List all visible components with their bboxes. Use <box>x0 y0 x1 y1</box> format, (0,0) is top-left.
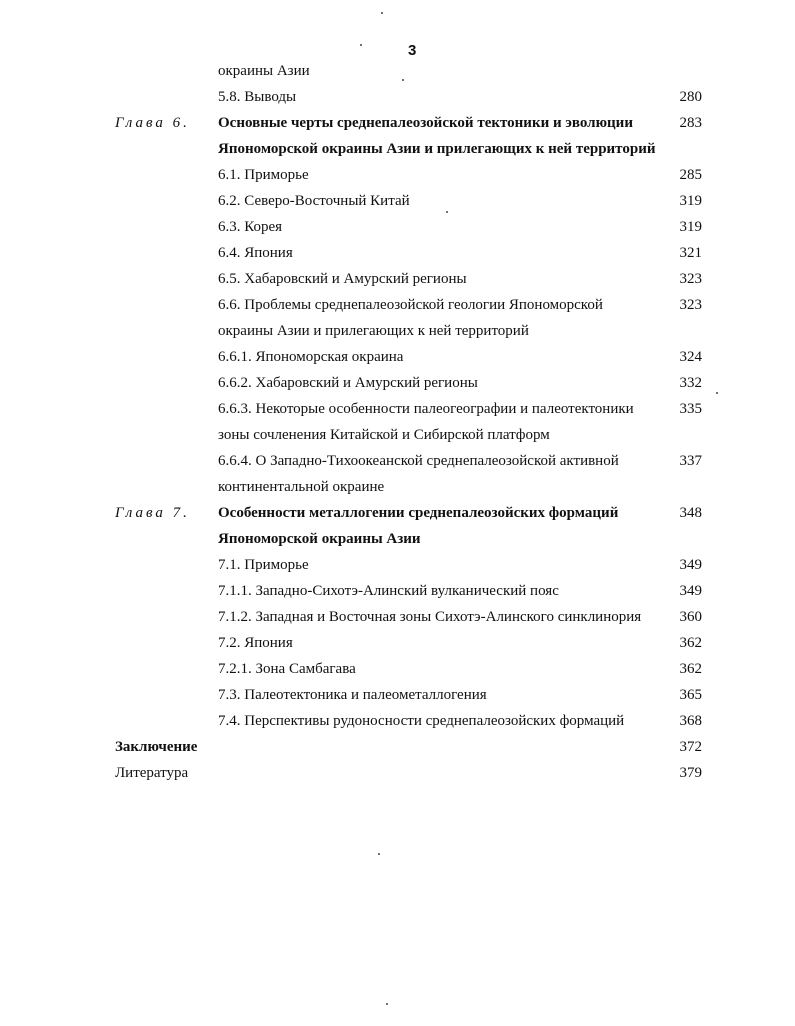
toc-row <box>0 427 795 453</box>
toc-entry-text: 6.6. Проблемы среднепалеозойской геологии Япономорской <box>218 297 603 313</box>
toc-page-number: 368 <box>679 713 702 729</box>
toc-row <box>0 63 795 89</box>
page-number: 3 <box>408 42 417 59</box>
scan-speck <box>378 853 380 855</box>
toc-page-number: 362 <box>679 635 702 651</box>
toc-row <box>0 713 795 739</box>
toc-row <box>0 323 795 349</box>
toc-page-number: 319 <box>679 193 702 209</box>
toc-row <box>0 765 795 791</box>
toc-row <box>0 297 795 323</box>
toc-entry-text: 6.1. Приморье <box>218 167 309 183</box>
scan-speck <box>446 211 448 213</box>
toc-page-number: 335 <box>679 401 702 417</box>
toc-page-number: 332 <box>679 375 702 391</box>
toc-entry-text: окраины Азии и прилегающих к ней территорий <box>218 323 529 339</box>
toc-page-number: 379 <box>679 765 702 781</box>
toc-page-number: 349 <box>679 557 702 573</box>
chapter-label: Глава 7. <box>115 505 190 521</box>
toc-entry-text: 7.2.1. Зона Самбагава <box>218 661 356 677</box>
chapter-title: Япономорской окраины Азии и прилегающих к ней территорий <box>218 141 656 157</box>
scan-speck <box>402 79 404 81</box>
scan-speck <box>716 392 718 394</box>
toc-entry-text: 6.5. Хабаровский и Амурский регионы <box>218 271 467 287</box>
toc-row <box>0 739 795 765</box>
toc-page-number: 362 <box>679 661 702 677</box>
toc-page-number: 321 <box>679 245 702 261</box>
toc-row <box>0 375 795 401</box>
toc-row <box>0 661 795 687</box>
toc-page-number: 323 <box>679 271 702 287</box>
section-label: Литература <box>115 765 189 781</box>
toc-entry-text: 7.2. Япония <box>218 635 293 651</box>
chapter-title: Основные черты среднепалеозойской тектоники и эволюции <box>218 115 633 131</box>
toc-entry-text: 6.3. Корея <box>218 219 283 235</box>
toc-entry-text: окраины Азии <box>218 63 310 79</box>
toc-entry-text: 6.6.3. Некоторые особенности палеогеографии и палеотектоники <box>218 401 634 417</box>
toc-row <box>0 219 795 245</box>
toc-page-number: 365 <box>679 687 702 703</box>
toc-row <box>0 479 795 505</box>
toc-row <box>0 609 795 635</box>
toc-page-number: 337 <box>679 453 702 469</box>
toc-page-number: 280 <box>679 89 702 105</box>
toc-row <box>0 271 795 297</box>
scan-speck <box>381 12 383 14</box>
toc-entry-text: 6.4. Япония <box>218 245 293 261</box>
toc-entry-text: 5.8. Выводы <box>218 89 297 105</box>
toc-page-number: 323 <box>679 297 702 313</box>
scan-speck <box>360 44 362 46</box>
toc-entry-text: зоны сочленения Китайской и Сибирской платформ <box>218 427 550 443</box>
toc-entry-text: 6.6.1. Япономорская окраина <box>218 349 404 365</box>
toc-row <box>0 115 795 141</box>
toc-entry-text: 6.6.4. О Западно-Тихоокеанской среднепалеозойской активной <box>218 453 619 469</box>
toc-entry-text: 7.1. Приморье <box>218 557 309 573</box>
toc-row <box>0 505 795 531</box>
toc-row <box>0 89 795 115</box>
toc-row <box>0 557 795 583</box>
toc-entry-text: 6.2. Северо-Восточный Китай <box>218 193 410 209</box>
chapter-title: Особенности металлогении среднепалеозойских формаций <box>218 505 619 521</box>
toc-page-number: 372 <box>679 739 702 755</box>
toc-row <box>0 141 795 167</box>
toc-page-number: 349 <box>679 583 702 599</box>
toc-entry-text: 6.6.2. Хабаровский и Амурский регионы <box>218 375 478 391</box>
toc-entry-text: 7.3. Палеотектоника и палеометаллогения <box>218 687 487 703</box>
toc-row <box>0 401 795 427</box>
toc-row <box>0 453 795 479</box>
toc-entry-text: континентальной окраине <box>218 479 385 495</box>
toc-entry-text: 7.1.2. Западная и Восточная зоны Сихотэ-Алинского синклинория <box>218 609 642 625</box>
toc-row <box>0 687 795 713</box>
toc-page-number: 348 <box>679 505 702 521</box>
toc-row <box>0 349 795 375</box>
toc-page-number: 324 <box>679 349 702 365</box>
scan-speck <box>386 1003 388 1005</box>
chapter-label: Глава 6. <box>115 115 190 131</box>
toc-row <box>0 635 795 661</box>
toc-entry-text: 7.1.1. Западно-Сихотэ-Алинский вулканический пояс <box>218 583 559 599</box>
toc-row <box>0 531 795 557</box>
chapter-title: Япономорской окраины Азии <box>218 531 421 547</box>
toc-row <box>0 583 795 609</box>
toc-entry-text: 7.4. Перспективы рудоносности среднепалеозойских формаций <box>218 713 625 729</box>
toc-row <box>0 167 795 193</box>
toc-page-number: 285 <box>679 167 702 183</box>
section-label: Заключение <box>115 739 198 755</box>
toc-page-number: 319 <box>679 219 702 235</box>
toc-row <box>0 193 795 219</box>
toc-page-number: 283 <box>679 115 702 131</box>
toc-row <box>0 245 795 271</box>
toc-page-number: 360 <box>679 609 702 625</box>
